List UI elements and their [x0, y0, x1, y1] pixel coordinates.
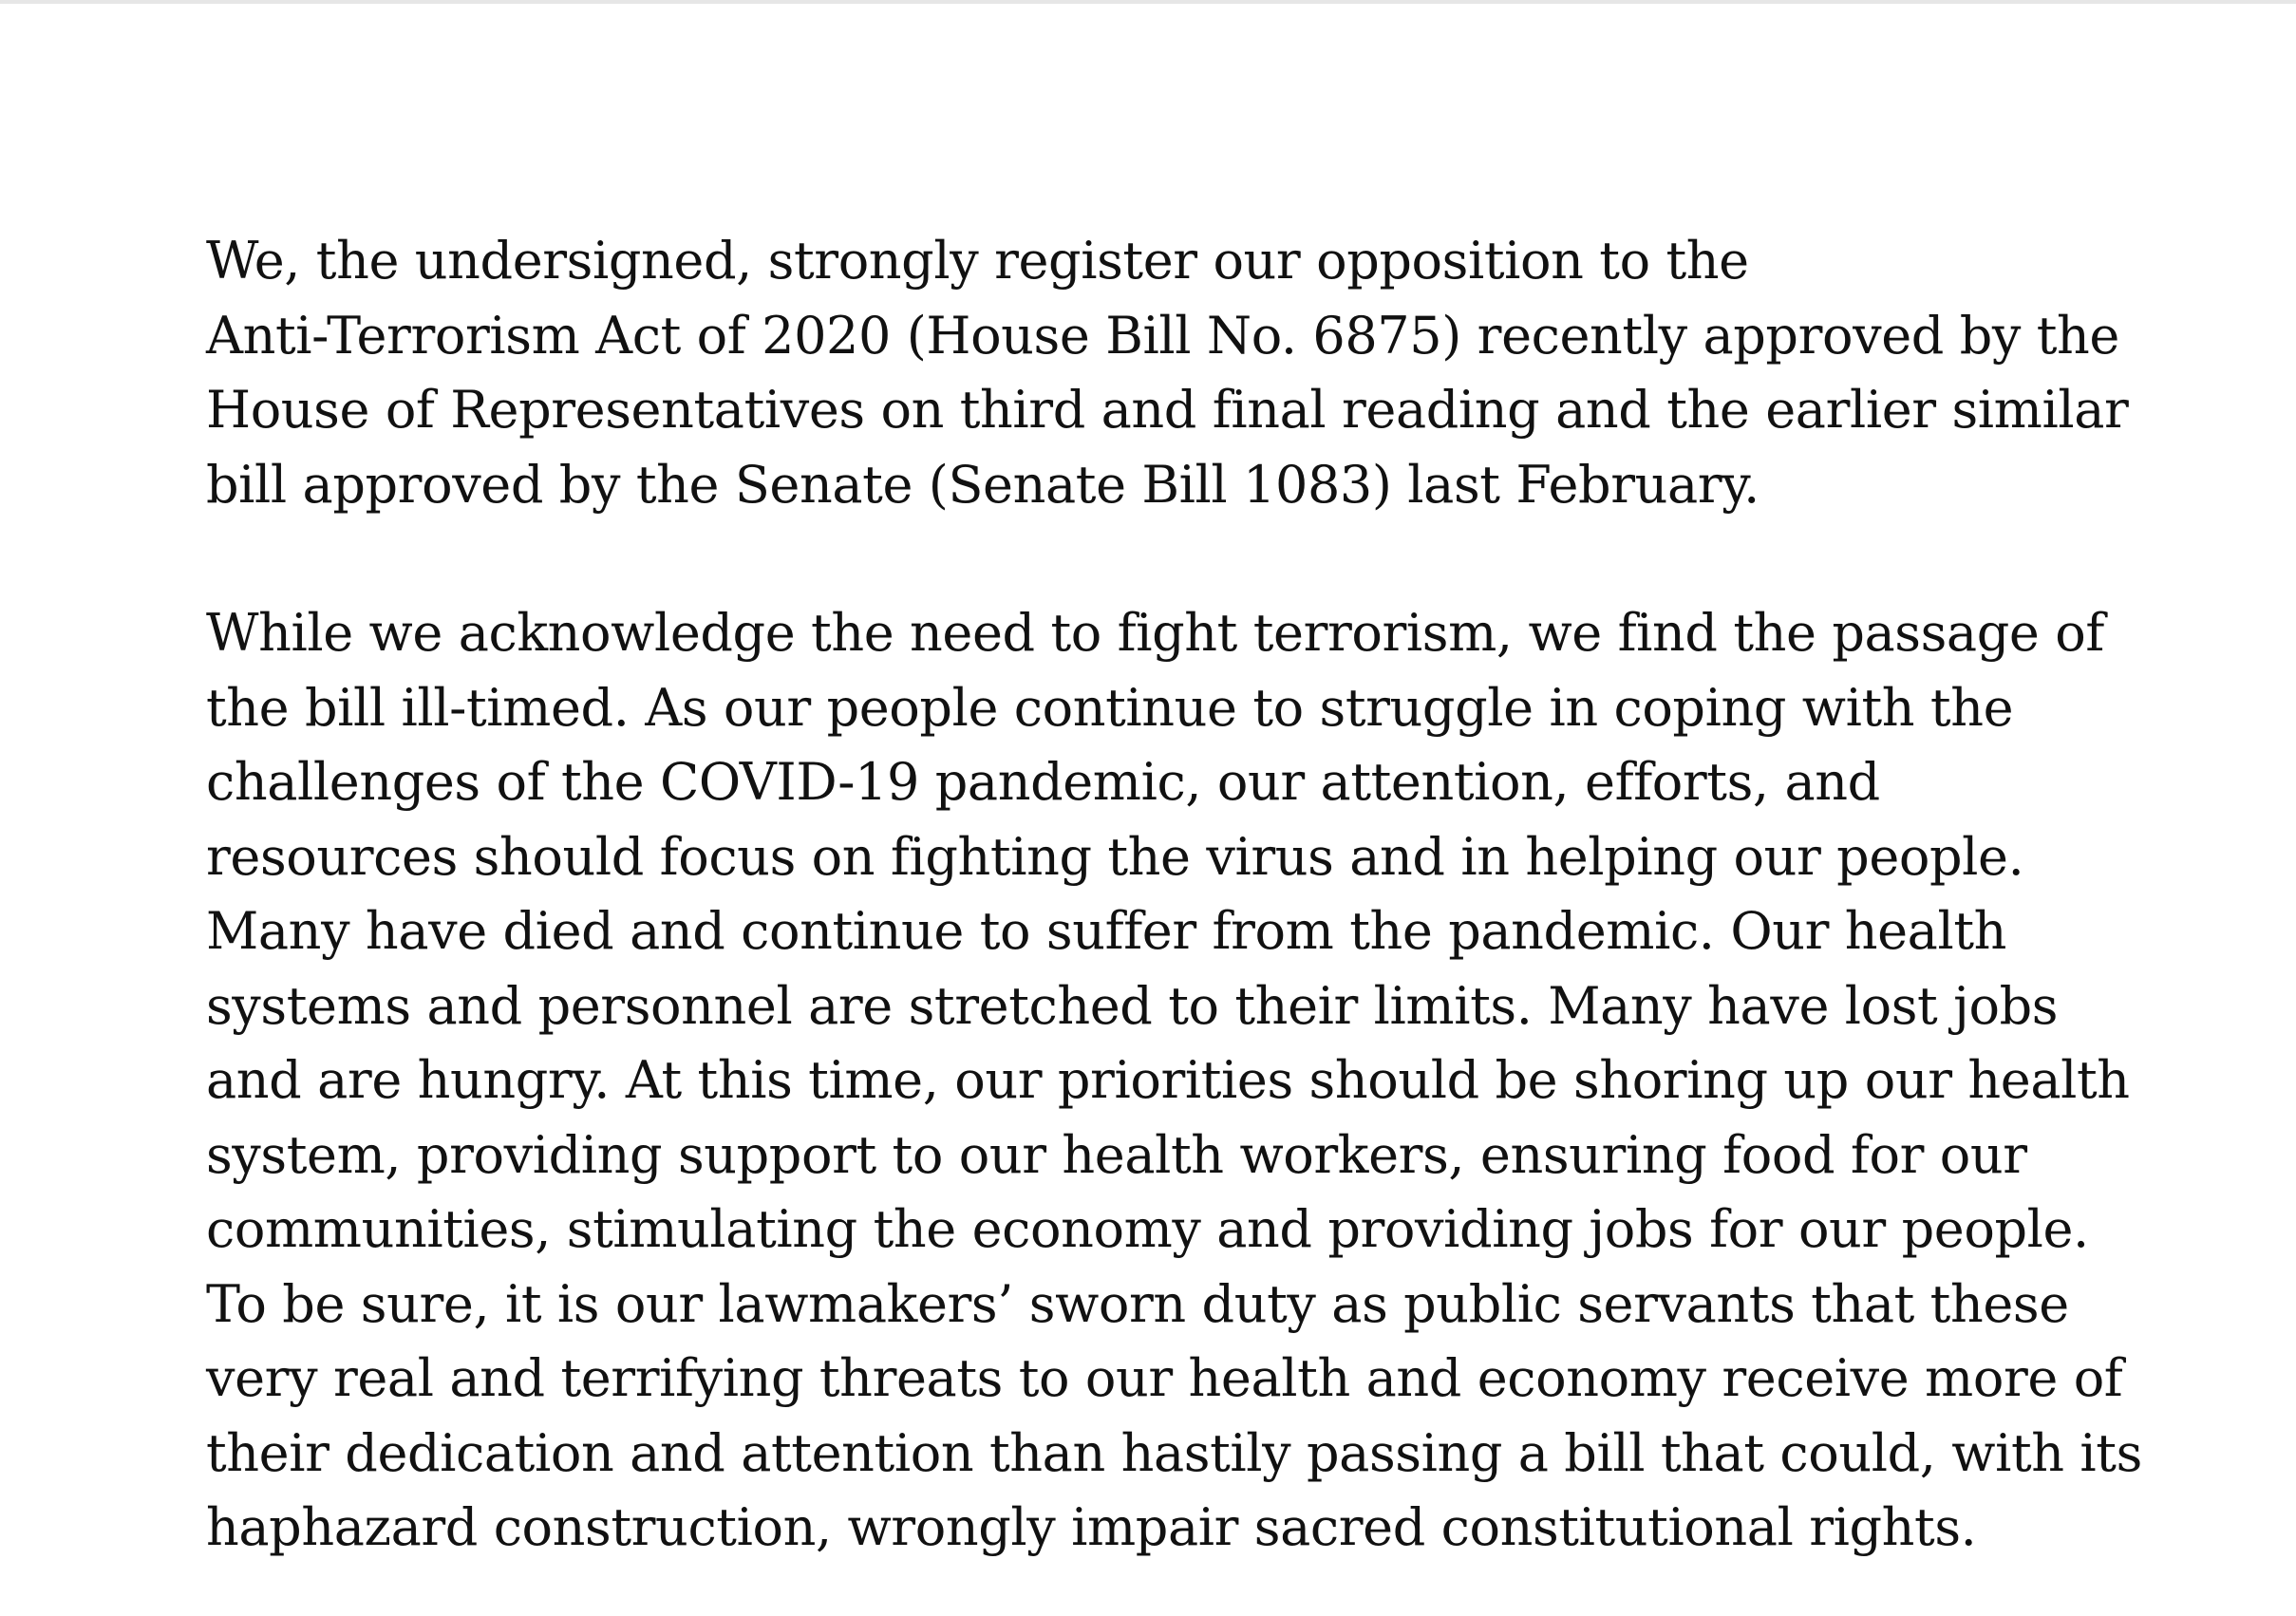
text-line: resources should focus on fighting the virus and in helping our people. — [206, 826, 2024, 887]
text-line: very real and terrifying threats to our health and economy receive more of — [206, 1348, 2123, 1408]
text-line: and are hungry. At this time, our priorities should be shoring up our health — [206, 1050, 2130, 1110]
text-line: Many have died and continue to suffer from the pandemic. Our health — [206, 901, 2007, 961]
top-divider — [0, 0, 2296, 4]
text-line: House of Representatives on third and final reading and the earlier similar — [206, 380, 2129, 440]
text-line: system, providing support to our health workers, ensuring food for our — [206, 1124, 2027, 1185]
text-line: While we acknowledge the need to fight terrorism, we find the passage of — [206, 603, 2104, 663]
text-line: To be sure, it is our lawmakers’ sworn duty as public servants that these — [206, 1273, 2069, 1334]
text-line: challenges of the COVID-19 pandemic, our attention, efforts, and — [206, 752, 1880, 812]
text-line: communities, stimulating the economy and providing jobs for our people. — [206, 1199, 2089, 1259]
paragraph-opposition — [206, 224, 2129, 522]
text-line: systems and personnel are stretched to their limits. Many have lost jobs — [206, 975, 2059, 1036]
paragraph-rationale — [206, 596, 2142, 1566]
text-line: Anti-Terrorism Act of 2020 (House Bill No. 6875) recently approved by the — [206, 305, 2119, 366]
statement-body — [206, 224, 2142, 1566]
text-line: the bill ill-timed. As our people continue to struggle in coping with the — [206, 677, 2014, 738]
text-line: their dedication and attention than hastily passing a bill that could, with its — [206, 1422, 2142, 1483]
text-line: haphazard construction, wrongly impair sacred constitutional rights. — [206, 1497, 1977, 1557]
text-line: bill approved by the Senate (Senate Bill 1083) last February. — [206, 454, 1760, 515]
text-line: We, the undersigned, strongly register our opposition to the — [206, 231, 1749, 291]
